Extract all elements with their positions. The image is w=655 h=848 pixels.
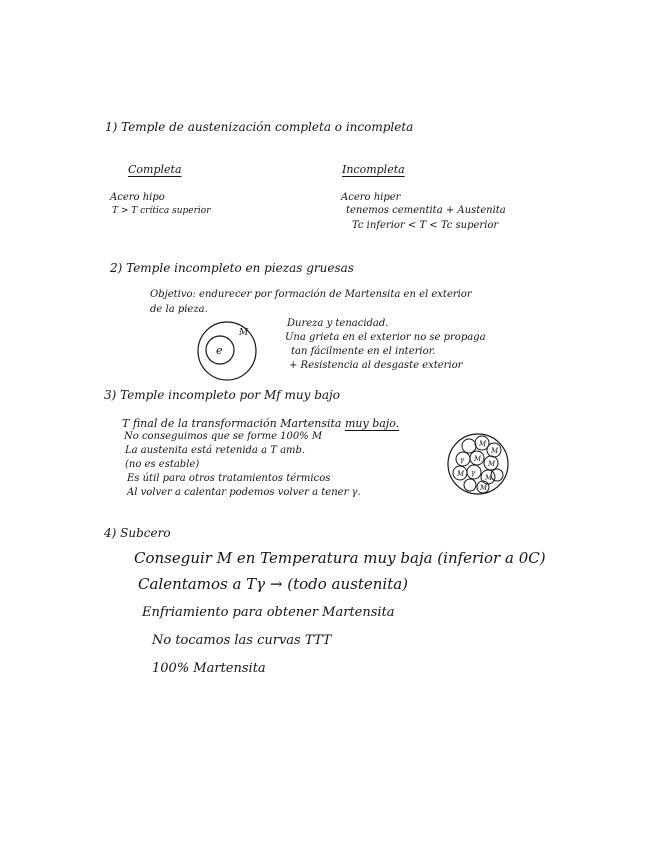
s3-line-2: No conseguimos que se forme 100% M — [124, 431, 323, 442]
s3-line-1-underlined: muy bajo. — [344, 417, 400, 430]
grain-label-3: γ — [460, 456, 465, 464]
incompleta-line-1: Acero hiper — [341, 192, 401, 203]
s3-line-1 — [122, 418, 399, 429]
grain-label-7: γ — [471, 469, 476, 477]
note-line-3: tan fácilmente en el interior. — [291, 346, 436, 357]
grain-label-8: M — [485, 474, 493, 482]
grain-structure-diagram — [446, 432, 510, 496]
completa-line-1: Acero hipo — [110, 192, 165, 203]
note-line-1: Dureza y tenacidad. — [287, 318, 389, 329]
note-line-4: + Resistencia al desgaste exterior — [289, 360, 463, 371]
s3-line-3: La austenita está retenida a T amb. — [125, 445, 306, 456]
grain-label-4: M — [474, 455, 482, 463]
martensite-label: M — [239, 328, 249, 338]
grain-label-1: M — [479, 440, 487, 448]
s4-line-2: Calentamos a Tγ → (todo austenita) — [138, 575, 409, 593]
s4-line-1: Conseguir M en Temperatura muy baja (inferior a 0C) — [134, 549, 546, 567]
section-4-heading: 4) Subcero — [104, 526, 171, 540]
s4-line-3: Enfriamiento para obtener Martensita — [142, 605, 395, 620]
objective-line-2: de la pieza. — [150, 304, 208, 315]
s3-line-1-text: T final de la transformación Martensita — [122, 417, 342, 430]
grain-label-5: M — [488, 460, 496, 468]
objective-line-1: Objetivo: endurecer por formación de Martensita en el exterior — [150, 289, 472, 300]
completa-line-2: T > T crítica superior — [112, 206, 211, 216]
core-label: e — [216, 344, 223, 357]
grain-outer-circle — [448, 434, 508, 494]
s4-line-4: No tocamos las curvas TTT — [152, 633, 332, 648]
note-line-2: Una grieta en el exterior no se propaga — [285, 332, 486, 343]
section-2-heading: 2) Temple incompleto en piezas gruesas — [110, 261, 354, 275]
section-3-heading: 3) Temple incompleto por Mf muy bajo — [104, 388, 340, 402]
incompleta-title: Incompleta — [342, 163, 405, 176]
s3-line-4: (no es estable) — [125, 459, 200, 470]
section-1-heading: 1) Temple de austenización completa o incompleta — [105, 120, 414, 134]
incompleta-line-3: Tc inferior < T < Tc superior — [352, 220, 499, 231]
s3-line-6: Al volver a calentar podemos volver a tener γ. — [127, 487, 361, 498]
s3-line-5: Es útil para otros tratamientos térmicos — [127, 473, 331, 484]
piece-cross-section-diagram — [196, 320, 258, 382]
incompleta-line-2: tenemos cementita + Austenita — [346, 205, 506, 216]
completa-title: Completa — [128, 163, 182, 176]
grain-label-2: M — [491, 447, 499, 455]
s4-line-5: 100% Martensita — [152, 661, 266, 676]
grain-label-6: M — [457, 470, 465, 478]
grain-label-9: M — [480, 484, 488, 492]
